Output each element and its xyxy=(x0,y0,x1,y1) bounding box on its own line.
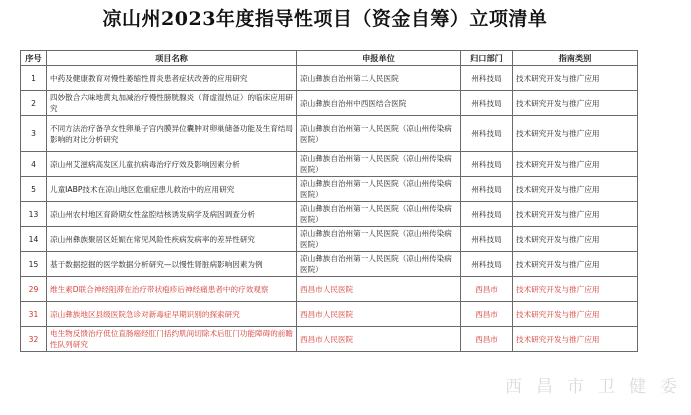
cell-category: 技术研究开发与推广应用 xyxy=(513,116,638,152)
cell-name: 基于数据挖掘的医学数据分析研究—以慢性肾脏病影响因素为例 xyxy=(47,252,297,277)
col-header-unit: 申报单位 xyxy=(297,51,461,66)
cell-dept: 州科技局 xyxy=(461,116,513,152)
cell-no: 2 xyxy=(21,91,47,116)
cell-dept: 西昌市 xyxy=(461,327,513,352)
cell-category: 技术研究开发与推广应用 xyxy=(513,252,638,277)
table-row xyxy=(21,152,638,177)
page-title: 凉山州2023年度指导性项目（资金自筹）立项清单 xyxy=(102,8,548,30)
cell-no: 5 xyxy=(21,177,47,202)
cell-unit: 凉山彝族自治州第二人民医院 xyxy=(297,66,461,91)
table-row xyxy=(21,66,638,91)
col-header-dept: 归口部门 xyxy=(461,51,513,66)
cell-dept: 州科技局 xyxy=(461,202,513,227)
col-header-category: 指南类别 xyxy=(513,51,638,66)
cell-unit: 凉山彝族自治州第一人民医院（凉山州传染病医院） xyxy=(297,227,461,252)
table-row xyxy=(21,116,638,152)
table-row xyxy=(21,252,638,277)
cell-no: 4 xyxy=(21,152,47,177)
cell-name: 凉山彝族地区县级医院急诊对新毒症早期识别的探索研究 xyxy=(47,302,297,327)
cell-unit: 凉山彝族自治州第一人民医院（凉山州传染病医院） xyxy=(297,152,461,177)
cell-name: 不同方法治疗备孕女性卵巢子宫内膜异位囊肿对卵巢储备功能及生育结局影响的对比分析研究 xyxy=(47,116,297,152)
col-header-name: 项目名称 xyxy=(47,51,297,66)
cell-no: 1 xyxy=(21,66,47,91)
cell-name: 中药及健康教育对慢性萎缩性胃炎患者症状改善的应用研究 xyxy=(47,66,297,91)
cell-no: 15 xyxy=(21,252,47,277)
cell-category: 技术研究开发与推广应用 xyxy=(513,152,638,177)
cell-category: 技术研究开发与推广应用 xyxy=(513,66,638,91)
cell-unit: 凉山彝族自治州中西医结合医院 xyxy=(297,91,461,116)
cell-unit: 凉山彝族自治州第一人民医院（凉山州传染病医院） xyxy=(297,252,461,277)
cell-name: 凉山州农村地区育龄期女性盆腔结核诱发病学及病因调查分析 xyxy=(47,202,297,227)
cell-category: 技术研究开发与推广应用 xyxy=(513,302,638,327)
watermark: 西昌市卫健委 xyxy=(505,377,691,397)
cell-dept: 西昌市 xyxy=(461,277,513,302)
table-body xyxy=(21,66,638,352)
project-table xyxy=(20,50,638,352)
cell-category: 技术研究开发与推广应用 xyxy=(513,202,638,227)
cell-no: 29 xyxy=(21,277,47,302)
cell-category: 技术研究开发与推广应用 xyxy=(513,177,638,202)
cell-unit: 西昌市人民医院 xyxy=(297,327,461,352)
cell-name: 电生物反馈治疗低位直肠癌经肛门括约肌间切除术后肛门功能障碍的前瞻性队列研究 xyxy=(47,327,297,352)
cell-name: 维生素D联合神经阻滞在治疗带状疱疹后神经痛患者中的疗效观察 xyxy=(47,277,297,302)
cell-category: 技术研究开发与推广应用 xyxy=(513,327,638,352)
table-row xyxy=(21,227,638,252)
table-row xyxy=(21,177,638,202)
cell-unit: 凉山彝族自治州第一人民医院（凉山州传染病医院） xyxy=(297,116,461,152)
cell-dept: 州科技局 xyxy=(461,152,513,177)
cell-dept: 州科技局 xyxy=(461,252,513,277)
cell-unit: 西昌市人民医院 xyxy=(297,302,461,327)
cell-name: 凉山州艾滋病高发区儿童抗病毒治疗疗效及影响因素分析 xyxy=(47,152,297,177)
cell-dept: 西昌市 xyxy=(461,302,513,327)
table-row xyxy=(21,302,638,327)
cell-name: 凉山州彝族聚居区妊娠在常见风险性疾病发病率的差异性研究 xyxy=(47,227,297,252)
cell-no: 14 xyxy=(21,227,47,252)
cell-dept: 州科技局 xyxy=(461,177,513,202)
cell-no: 3 xyxy=(21,116,47,152)
cell-unit: 凉山彝族自治州第一人民医院（凉山州传染病医院） xyxy=(297,177,461,202)
cell-no: 13 xyxy=(21,202,47,227)
cell-dept: 州科技局 xyxy=(461,91,513,116)
cell-no: 32 xyxy=(21,327,47,352)
col-header-no: 序号 xyxy=(21,51,47,66)
cell-dept: 州科技局 xyxy=(461,227,513,252)
cell-no: 31 xyxy=(21,302,47,327)
table-row xyxy=(21,277,638,302)
cell-unit: 凉山彝族自治州第一人民医院（凉山州传染病医院） xyxy=(297,202,461,227)
cell-category: 技术研究开发与推广应用 xyxy=(513,227,638,252)
table-row xyxy=(21,91,638,116)
cell-category: 技术研究开发与推广应用 xyxy=(513,91,638,116)
cell-name: 儿童IABP技术在凉山地区危重症患儿救治中的应用研究 xyxy=(47,177,297,202)
cell-unit: 西昌市人民医院 xyxy=(297,277,461,302)
cell-category: 技术研究开发与推广应用 xyxy=(513,277,638,302)
table-header-row xyxy=(21,51,638,66)
cell-name: 四妙散合六味地黄丸加减治疗慢性膀胱腺炎（肾虚湿热证）的临床应用研究 xyxy=(47,91,297,116)
cell-dept: 州科技局 xyxy=(461,66,513,91)
table-row xyxy=(21,327,638,352)
table-row xyxy=(21,202,638,227)
